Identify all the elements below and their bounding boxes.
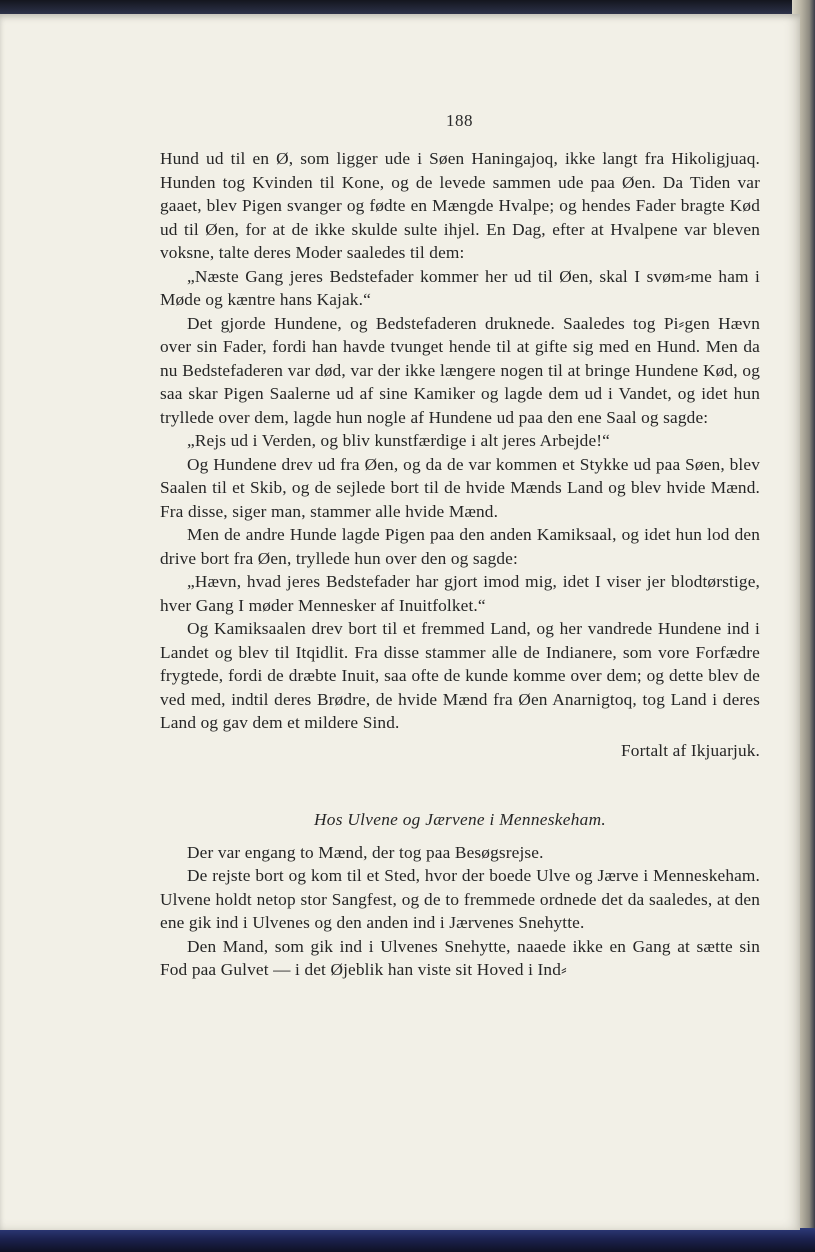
paragraph: „Næste Gang jeres Bedstefader kommer her ud til Øen, skal I svøm⸗me ham i Møde og kæntre hans Kajak.“ <box>160 266 760 309</box>
book-cover-edge <box>0 1228 815 1252</box>
paragraph: Den Mand, som gik ind i Ulvenes Snehytte, naaede ikke en Gang at sætte sin Fod paa Gulvet — i det Øjeblik han viste sit Hoved i Ind⸗ <box>160 936 760 979</box>
paragraph: „Rejs ud i Verden, og bliv kunstfærdige i alt jeres Arbejde!“ <box>187 431 611 450</box>
paragraph: Men de andre Hunde lagde Pigen paa den anden Kamiksaal, og idet hun lod den drive bort fra Øen, tryllede hun over den og sagde: <box>160 525 760 568</box>
paragraph: Og Hundene drev ud fra Øen, og da de var kommen et Stykke ud paa Søen, blev Saalen til et Skib, og de sejlede bort til de hvide Mænds Land og blev hvide Mænd. Fra disse, siger man, stammer alle hvide Mænd. <box>160 454 760 521</box>
paragraph: Hund ud til en Ø, som ligger ude i Søen Haningajoq, ikke langt fra Hikoligjuaq. Hunden tog Kvinden til Kone, og de levede sammen ude paa Øen. Da Tiden var gaaet, blev Pigen svanger og fødte en Mængde Hvalpe; og hendes Fader bragte Kød ud til Øen, for at de ikke skulde sulte ihjel. En Dag, efter at Hvalpene var bleven voksne, talte deres Moder saaledes til dem: <box>160 149 760 262</box>
story-signature: Fortalt af Ikjuarjuk. <box>621 740 760 760</box>
page-text <box>160 147 760 982</box>
story-title: Hos Ulvene og Jærvene i Menneskeham. <box>314 810 606 829</box>
page-number: 188 <box>446 111 473 130</box>
paragraph: Og Kamiksaalen drev bort til et fremmed Land, og her vandrede Hundene ind i Landet og blev til Itqidlit. Fra disse stammer alle de Indianere, som vore Forfædre frygtede, fordi de dræbte Inuit, saa ofte de kunde komme over dem; og dette blev de ved med, indtil deres Brødre, de hvide Mænd fra Øen Anarnigtoq, tog Land i deres Land og gav dem et mildere Sind. <box>160 619 760 732</box>
paragraph: Der var engang to Mænd, der tog paa Besøgsrejse. <box>187 842 544 862</box>
book-page <box>0 14 800 1230</box>
paragraph: „Hævn, hvad jeres Bedstefader har gjort imod mig, idet I viser jer blodtørstige, hver Gang I møder Mennesker af Inuitfolket.“ <box>160 572 760 615</box>
paragraph: De rejste bort og kom til et Sted, hvor der boede Ulve og Jærve i Menneskeham. Ulvene holdt netop stor Sangfest, og de to fremmede ordnede det da saaledes, at den ene gik ind i Ulvenes og den anden ind i Jærvenes Snehytte. <box>160 866 760 932</box>
paragraph: Det gjorde Hundene, og Bedstefaderen druknede. Saaledes tog Pi⸗gen Hævn over sin Fader, fordi han havde tvunget hende til at gifte sig med en Hund. Men da nu Bedstefaderen var død, var der ikke længere nogen til at bringe Hundene Kød, og saa skar Pigen Saalerne ud af sine Kamiker og lagde dem ud i Vandet, og idet hun tryllede over dem, lagde hun nogle af Hundene ud paa den ene Saal og sagde: <box>160 313 760 427</box>
